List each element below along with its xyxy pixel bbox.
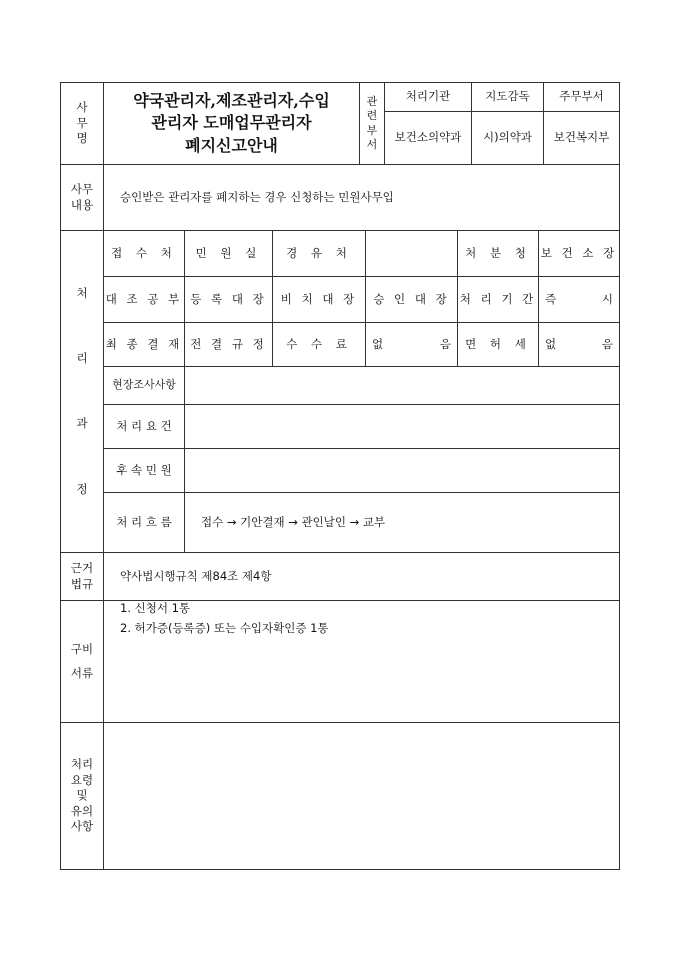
reference-ledger-label: 대 조 공 부 bbox=[104, 277, 185, 323]
follow-up-value bbox=[185, 449, 619, 493]
processing-agency-label: 처리기관 bbox=[385, 83, 472, 112]
notes-label: 처리 요령 및 유의 사항 bbox=[61, 723, 104, 869]
follow-up-label: 후 속 민 원 bbox=[104, 449, 185, 493]
via-office-value bbox=[366, 231, 458, 277]
service-title: 약국관리자,제조관리자,수입 관리자 도매업무관리자 폐지신고안내 bbox=[104, 83, 360, 165]
field-inspection-label: 현장조사사항 bbox=[104, 367, 185, 405]
approval-ledger: 승 인 대 장 bbox=[366, 277, 458, 323]
license-tax-label: 면 허 세 bbox=[458, 323, 539, 367]
requirements-label: 처 리 요 건 bbox=[104, 405, 185, 449]
service-content-label: 사무 내용 bbox=[61, 165, 104, 231]
managing-dept-value: 보건복지부 bbox=[544, 112, 619, 165]
processing-period-label: 처 리 기 간 bbox=[458, 277, 539, 323]
process-label: 처 리 과 정 bbox=[61, 231, 104, 553]
supervision-value: 시)의약과 bbox=[472, 112, 544, 165]
kept-ledger-label: 비 치 대 장 bbox=[273, 277, 366, 323]
process-flow-label: 처 리 흐 름 bbox=[104, 493, 185, 553]
managing-dept-label: 주무부서 bbox=[544, 83, 619, 112]
processing-period-value: 즉 시 bbox=[539, 277, 619, 323]
required-docs-list bbox=[104, 601, 619, 723]
required-doc-item: 1. 신청서 1통 bbox=[120, 601, 191, 615]
license-tax-value: 없 음 bbox=[539, 323, 619, 367]
required-doc-item: 2. 허가증(등록증) 또는 수입자확인증 1통 bbox=[120, 620, 329, 635]
service-name-label: 사 무 명 bbox=[61, 83, 104, 165]
service-guide-form bbox=[60, 82, 620, 870]
receiving-office-label: 접 수 처 bbox=[104, 231, 185, 277]
supervision-label: 지도감독 bbox=[472, 83, 544, 112]
fee-label: 수 수 료 bbox=[273, 323, 366, 367]
requirements-value bbox=[185, 405, 619, 449]
required-docs-label: 구비 서류 bbox=[61, 601, 104, 723]
disposal-office-label: 처 분 청 bbox=[458, 231, 539, 277]
field-inspection-value bbox=[185, 367, 619, 405]
process-flow-value: 접수 → 기안결재 → 관인날인 → 교부 bbox=[185, 493, 619, 553]
processing-agency-value: 보건소의약과 bbox=[385, 112, 472, 165]
related-dept-label: 관 련 부 서 bbox=[360, 83, 385, 165]
disposal-office-value: 보 건 소 장 bbox=[539, 231, 619, 277]
notes-text bbox=[104, 723, 619, 869]
legal-basis-text: 약사법시행규칙 제84조 제4항 bbox=[104, 553, 619, 601]
service-content-text: 승인받은 관리자를 폐지하는 경우 신청하는 민원사무입 bbox=[104, 165, 619, 231]
fee-value: 없 음 bbox=[366, 323, 458, 367]
via-office-label: 경 유 처 bbox=[273, 231, 366, 277]
receiving-office-value: 민 원 실 bbox=[185, 231, 273, 277]
final-approval-value: 전 결 규 정 bbox=[185, 323, 273, 367]
final-approval-label: 최 종 결 재 bbox=[104, 323, 185, 367]
registration-ledger: 등 록 대 장 bbox=[185, 277, 273, 323]
legal-basis-label: 근거 법규 bbox=[61, 553, 104, 601]
